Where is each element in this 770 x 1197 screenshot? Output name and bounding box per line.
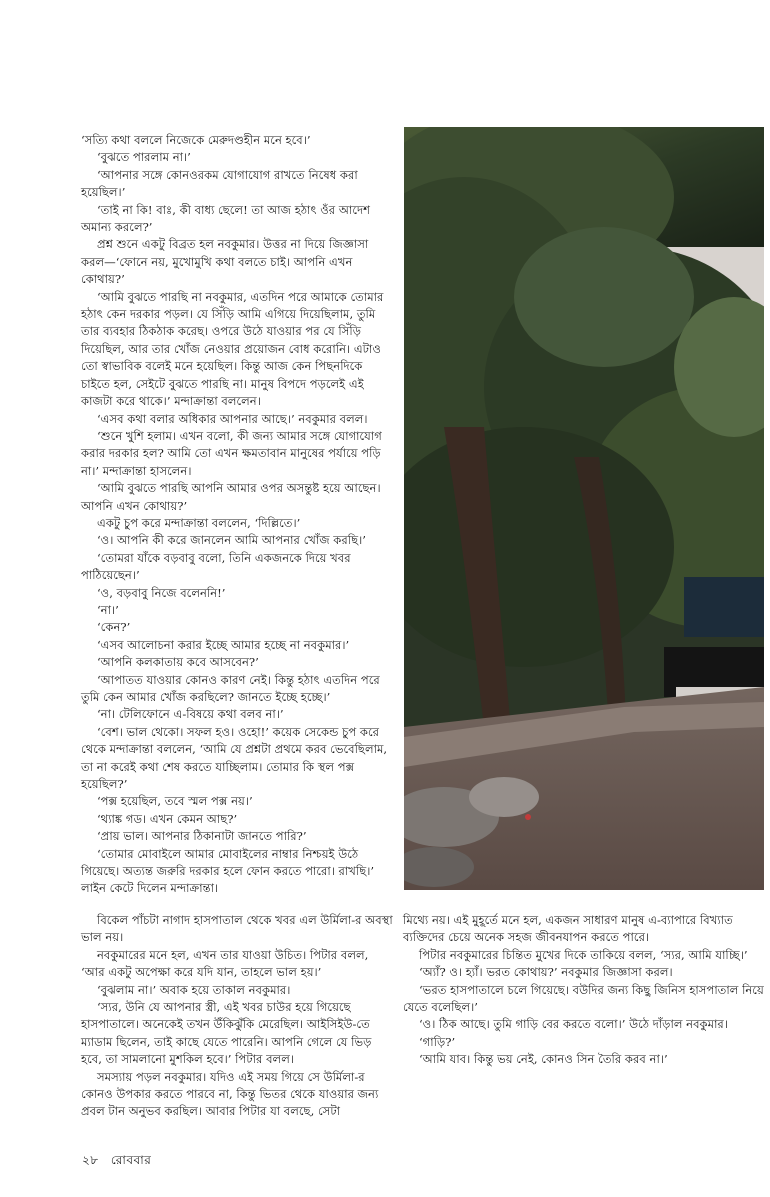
paragraph: ‘শুনে খুশি হলাম। এখন বলো, কী জন্য আমার সঙ্গে যোগাযোগ করার দরকার হল? আমি তো এখন ক্ষমতাবান মানুষের পর্যায়ে পড়ি না।’ মন্দাক্রান্তা হাসলেন। [81, 428, 382, 478]
paragraph: ‘আপাতত যাওয়ার কোনও কারণ নেই। কিন্তু হঠাৎ এতদিন পরে তুমি কেন আমার খোঁজ করছিলে? জানতে ইচ্ছে হচ্ছে।’ [81, 672, 380, 704]
paragraph: ‘পক্স হয়েছিল, তবে স্মল পক্স নয়।’ [97, 794, 253, 809]
paragraph: প্রশ্ন শুনে একটু বিব্রত হল নবকুমার। উত্তর না দিয়ে জিজ্ঞাসা করল—‘ফোনে নয়, মুখোমুখি কথা বলতে চাই। আপনি এখন কোথায়?’ [81, 237, 369, 287]
paragraph: ‘আপনার সঙ্গে কোনওরকম যোগাযোগ রাখতে নিষেধ করা হয়েছিল।’ [81, 167, 358, 200]
paragraph: ‘আমি বুঝতে পারছি না নবকুমার, এতদিন পরে আমাকে তোমার হঠাৎ কেন দরকার পড়ল। যে সিঁড়ি আমি এগিয়ে দিয়েছিলাম, তুমি তার ব্যবহার ঠিকঠাক করেছ। ওপরে উঠে যাওয়ার পর যে সিঁড়ি দিয়েছিল, আর তার খোঁজ নেওয়ার প্রয়োজন বোধ করোনি। এটাও তো স্বাভাবিক বলেই মনে হয়েছিল। কিন্তু আজ কেন পিছনদিকে চাইতে হল, সেইটে বুঝতে পারছি না। মানুষ বিপদে পড়লেই এই কাজটা করে থাকে।’ মন্দাক্রান্তা বললেন। [81, 289, 384, 409]
story-column-top [81, 132, 391, 898]
page-footer [82, 1152, 159, 1172]
paragraph: ‘আপনি কলকাতায় কবে আসবেন?’ [97, 655, 259, 670]
paragraph: ‘বেশ। ভাল থেকো। সফল হও। ওহো!’ কয়েক সেকেন্ড চুপ করে থেকে মন্দাক্রান্তা বললেন, ‘আমি যে প্রশ্নটা প্রথমে করব ভেবেছিলাম, তা না করেই কথা শেষ করতে যাচ্ছিলাম। তোমার কি স্থল পক্স হয়েছিল?’ [81, 724, 388, 792]
paragraph: ‘তাই না কি! বাঃ, কী বাধ্য ছেলে! তা আজ হঠাৎ ওঁর আদেশ অমান্য করলে?’ [81, 202, 371, 235]
paragraph: ‘ও, বড়বাবু নিজে বলেননি!’ [97, 585, 226, 600]
story-column-bottom-left [81, 912, 393, 1121]
paragraph: ‘তোমার মোবাইলে আমার মোবাইলের নাম্বার নিশ্চয়ই উঠে গিয়েছে। অত্যন্ত জরুরি দরকার হলে ফোন করতে পারো। রাখছি।’ লাইন কেটে দিলেন মন্দাক্রান্তা। [81, 846, 375, 896]
section-name: রোববার [110, 1153, 152, 1167]
paragraph: ‘ও। আপনি কী করে জানলেন আমি আপনার খোঁজ করছি।’ [97, 533, 366, 548]
street-photo [404, 127, 764, 890]
paragraph: ‘সত্যি কথা বললে নিজেকে মেরুদণ্ডহীন মনে হবে।’ [81, 133, 311, 147]
paragraph: ‘তোমরা যাঁকে বড়বাবু বলো, তিনি একজনকে দিয়ে খবর পাঠিয়েছেন।’ [81, 550, 351, 583]
paragraph: মিথ্যে নয়। এই মুহূর্তে মনে হল, একজন সাধারণ মানুষ এ-ব্যাপারে বিখ্যাত ব্যক্তিদের চেয়ে অনেক সহজ জীবনযাপন করতে পারে। [403, 913, 733, 945]
paragraph: ‘গাড়ি?’ [419, 1034, 456, 1049]
paragraph: ‘এসব আলোচনা করার ইচ্ছে আমার হচ্ছে না নবকুমার।’ [97, 637, 350, 652]
paragraph: ‘থ্যাঙ্ক গড। এখন কেমন আছ?’ [97, 811, 238, 826]
paragraph: ‘প্রায় ভাল। আপনার ঠিকানাটা জানতে পারি?’ [97, 829, 307, 844]
page-number: ২৮ [82, 1153, 99, 1167]
paragraph: একটু চুপ করে মন্দাক্রান্তা বললেন, ‘দিল্লিতে।’ [97, 515, 301, 530]
paragraph: ‘এসব কথা বলার অধিকার আপনার আছে।’ নবকুমার বলল। [97, 411, 368, 426]
paragraph: ‘না। টেলিফোনে এ-বিষয়ে কথা বলব না।’ [97, 707, 284, 722]
paragraph: ‘ভরত হাসপাতালে চলে গিয়েছে। বউদির জন্য কিছু জিনিস হাসপাতাল নিয়ে যেতে বলেছিল।’ [403, 982, 764, 1015]
paragraph: ‘আমি যাব। কিন্তু ভয় নেই, কোনও সিন তৈরি করব না।’ [419, 1052, 668, 1067]
paragraph: সমস্যায় পড়ল নবকুমার। যদিও এই সময় গিয়ে সে উর্মিলা-র কোনও উপকার করতে পারবে না, কিন্তু ভিতর থেকে যাওয়ার জন্য প্রবল টান অনুভব করছিল। আবার পিটার যা বলছে, সেটা [81, 1069, 379, 1119]
paragraph: ‘বুঝতে পারলাম না।’ [97, 150, 191, 165]
paragraph: নবকুমারের মনে হল, এখন তার যাওয়া উচিত। পিটার বলল, ‘আর একটু অপেক্ষা করে যদি যান, তাহলে ভাল হয়।’ [81, 947, 369, 980]
paragraph: ‘অ্যাঁ? ও। হ্যাঁ। ভরত কোথায়?’ নবকুমার জিজ্ঞাসা করল। [419, 965, 673, 980]
street-photo-illustration [404, 127, 764, 890]
paragraph: ‘না।’ [97, 602, 119, 617]
paragraph: পিটার নবকুমারের চিন্তিত মুখের দিকে তাকিয়ে বলল, ‘স্যর, আমি যাচ্ছি।’ [419, 947, 748, 962]
paragraph: ‘আমি বুঝতে পারছি আপনি আমার ওপর অসন্তুষ্ট হয়ে আছেন। আপনি এখন কোথায়?’ [81, 481, 381, 513]
paragraph: ‘ও। ঠিক আছে। তুমি গাড়ি বের করতে বলো।’ উঠে দাঁড়াল নবকুমার। [419, 1017, 728, 1032]
paragraph: ‘স্যর, উনি যে আপনার স্ত্রী, এই খবর চাউর হয়ে গিয়েছে হাসপাতালে। অনেকেই তখন উঁকিঝুঁকি মেরেছিল। আইসিইউ-তে ম্যাডাম ছিলেন, তাই কাছে যেতে পারেনি। আপনি গেলে যে ভিড় হবে, তা সামলানো মুশকিল হবে।’ পিটার বলল। [81, 1000, 372, 1067]
story-column-bottom-right [403, 912, 765, 1069]
paragraph: বিকেল পাঁচটা নাগাদ হাসপাতাল থেকে খবর এল উর্মিলা-র অবস্থা ভাল নয়। [81, 913, 393, 945]
paragraph: ‘বুঝলাম না।’ অবাক হয়ে তাকাল নবকুমার। [97, 982, 291, 997]
paragraph: ‘কেন?’ [97, 620, 131, 635]
